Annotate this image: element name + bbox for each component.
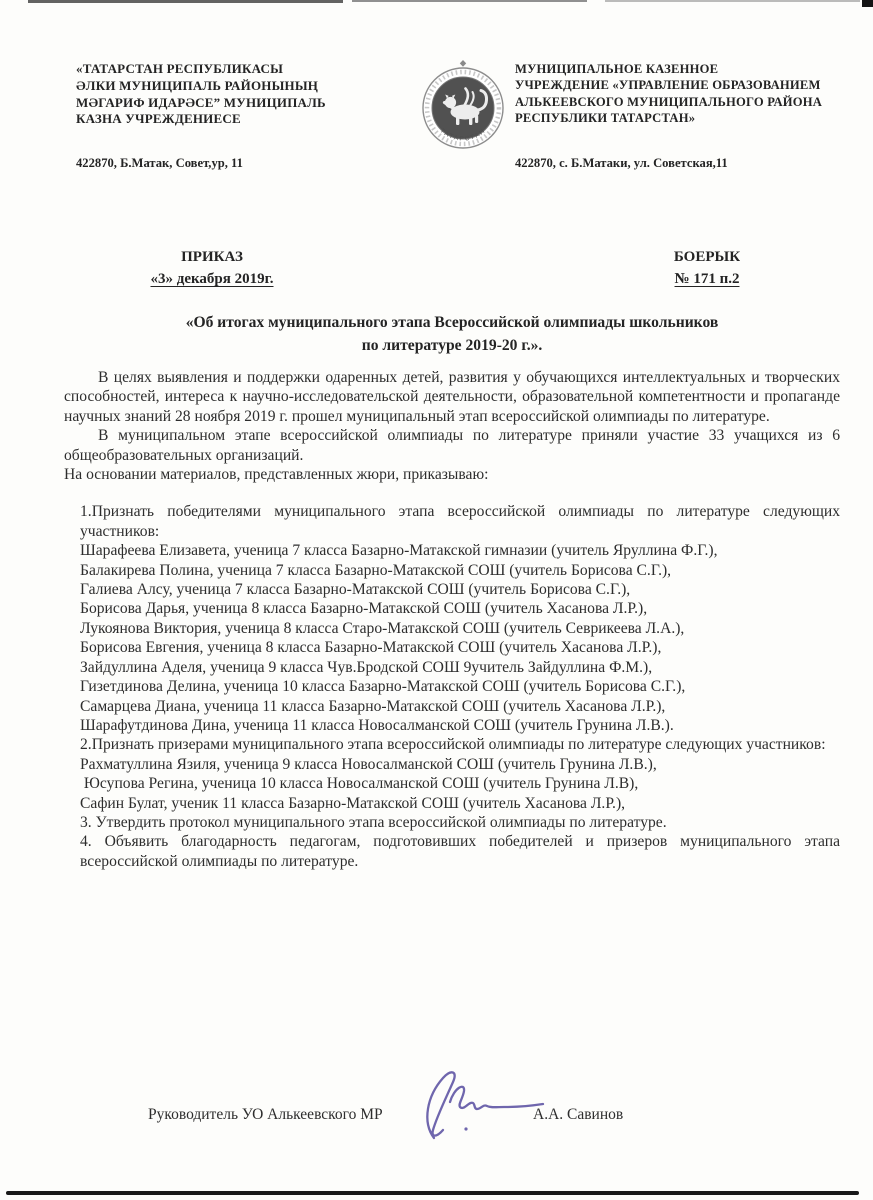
order-label-boerik: БОЕРЫК: [673, 249, 741, 265]
body-paragraph: В целях выявления и поддержки одаренных детей, развития у обучающихся интеллектуальных и творческих способностей, интереса к научно-исследовательской деятельности, образовательной компетентности и пропаганде научных знаний 28 ноября 2019 г. прошел муниципальный этап всероссийской олимпиады по литературе.: [64, 369, 840, 425]
body-paragraph: На основании материалов, представленных жюри, приказываю:: [64, 466, 489, 484]
order-item: Борисова Евгения, ученица 8 класса Базарно-Матакской СОШ (учитель Хасанова Л.Р.),: [80, 639, 662, 657]
scan-artifact-bottom-line: [6, 1191, 859, 1195]
document-title: [64, 312, 840, 357]
order-label-prikaz: ПРИКАЗ: [181, 249, 243, 265]
coat-of-arms-tatarstan-icon: [418, 59, 508, 151]
org-line: ӘЛКИ МУНИЦИПАЛЬ РАЙОНЫНЫҢ: [76, 77, 319, 93]
org-line: АЛЬКЕЕВСКОГО МУНИЦИПАЛЬНОГО РАЙОНА: [515, 94, 823, 109]
scan-artifact-corner: [862, 0, 873, 7]
order-item: Шарафутдинова Дина, ученица 11 класса Новосалманской СОШ (учитель Грунина Л.В.).: [80, 716, 674, 734]
order-item: Рахматуллина Язиля, ученица 9 класса Новосалманской СОШ (учитель Грунина Л.В.),: [80, 755, 657, 773]
document-title-line: по литературе 2019-20 г.».: [361, 336, 543, 354]
org-line: РЕСПУБЛИКИ ТАТАРСТАН»: [515, 111, 696, 126]
org-address-russian: 422870, с. Б.Матаки, ул. Советская,11: [515, 156, 728, 170]
order-item: Самарцева Диана, ученица 11 класса Базарно-Матакской СОШ (учитель Хасанова Л.Р.),: [80, 697, 666, 715]
scan-artifact-top-line: [28, 0, 343, 3]
org-line: «ТАТАРСТАН РЕСПУБЛИКАСЫ: [76, 61, 284, 76]
order-items: [64, 502, 840, 871]
scan-artifact-top-line: [352, 0, 587, 2]
order-item: Юсупова Регина, ученица 10 класса Новосалманской СОШ (учитель Грунина Л.В),: [80, 775, 639, 793]
order-item: 3. Утвердить протокол муниципального этапа всероссийской олимпиады по литературе.: [80, 813, 667, 831]
signature-scribble: [412, 1056, 562, 1146]
org-name-russian: [515, 61, 870, 127]
order-meta-left: [112, 246, 312, 290]
org-line: МУНИЦИПАЛЬНОЕ КАЗЕННОЕ: [515, 62, 719, 76]
scan-artifact-top-line: [605, 0, 860, 2]
order-item: Гизетдинова Делина, ученица 10 класса Базарно-Матакской СОШ (учитель Борисова С.Г.),: [80, 678, 686, 696]
signature-position-label: Руководитель УО Алькеевского МР: [148, 1106, 383, 1123]
order-item: Балакирева Полина, ученица 7 класса Базарно-Матакской СОШ (учитель Борисова С.Г.),: [80, 561, 672, 579]
order-item: Галиева Алсу, ученица 7 класса Базарно-Матакской СОШ (учитель Борисова С.Г.),: [80, 581, 631, 599]
document-body: [64, 368, 840, 871]
order-item: 4. Объявить благодарность педагогам, подготовивших победителей и призеров муниципального этапа всероссийской олимпиады по литературе.: [80, 833, 840, 870]
order-item: Борисова Дарья, ученица 8 класса Базарно-Матакской СОШ (учитель Хасанова Л.Р.),: [80, 600, 648, 618]
org-name-tatar: [76, 61, 406, 128]
org-line: КАЗНА УЧРЕЖДЕНИЕСЕ: [76, 111, 241, 127]
org-line: УЧРЕЖДЕНИЕ «УПРАВЛЕНИЕ ОБРАЗОВАНИЕМ: [515, 78, 821, 93]
order-item: Лукоянова Виктория, ученица 8 класса Старо-Матакской СОШ (учитель Севрикеева Л.А.),: [80, 619, 685, 637]
order-item: Сафин Булат, ученик 11 класса Базарно-Матакской СОШ (учитель Хасанова Л.Р.),: [80, 794, 626, 812]
order-number: № 171 п.2: [674, 271, 740, 287]
order-item: 1.Признать победителями муниципального этапа всероссийской олимпиады по литературе следующих участников:: [80, 503, 840, 540]
order-date: «3» декабря 2019г.: [150, 271, 274, 287]
org-line: МӘГАРИФ ИДАРӘСЕ” МУНИЦИПАЛЬ: [76, 94, 326, 110]
order-item: 2.Признать призерами муниципального этапа всероссийской олимпиады по литературе следующих участников:: [80, 736, 826, 754]
emblem-ring-text: ТАТАРСТАН: [438, 127, 488, 143]
org-address-tatar: 422870, Б.Матак, Совет,ур, 11: [76, 156, 243, 170]
signature-name: А.А. Савинов: [533, 1106, 624, 1123]
order-item: Зайдуллина Аделя, ученица 9 класса Чув.Бродской СОШ 9учитель Зайдуллина Ф.М.),: [80, 658, 653, 676]
document-title-line: «Об итогах муниципального этапа Всероссийской олимпиады школьников: [185, 314, 719, 331]
body-paragraph: В муниципальном этапе всероссийской олимпиады по литературе приняли участие 33 учащихся из 6 общеобразовательных организаций.: [64, 427, 840, 464]
order-meta-right: [622, 246, 792, 290]
order-item: Шарафеева Елизавета, ученица 7 класса Базарно-Матакской гимназии (учитель Яруллина Ф.Г.),: [80, 542, 718, 560]
